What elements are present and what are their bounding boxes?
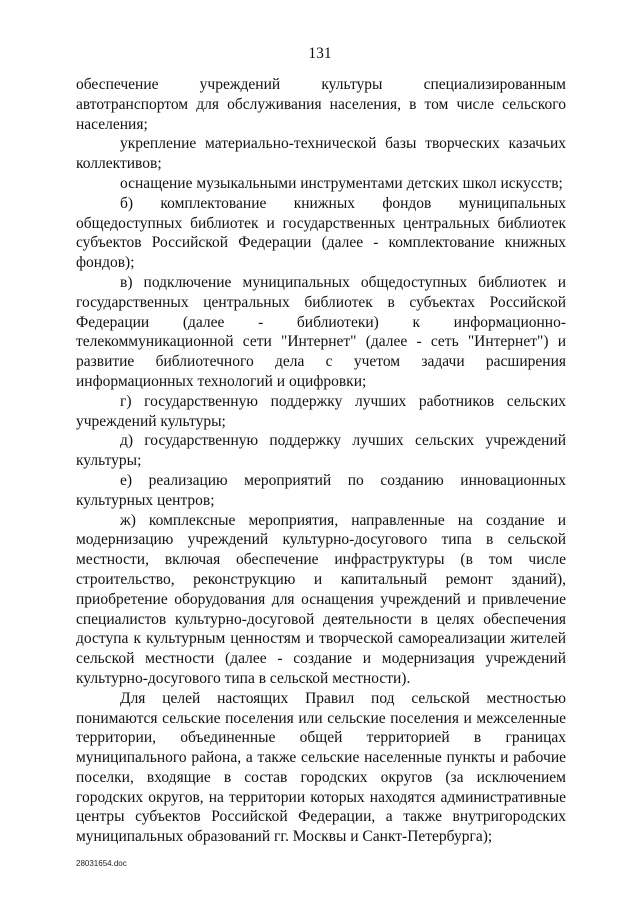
paragraph: укрепление материально-технической базы творческих казачьих коллективов; [76, 135, 566, 173]
paragraph: обеспечение учреждений культуры специализированным автотранспортом для обслуживания населения, в том числе сельского населения; [76, 76, 566, 133]
paragraph: ж) комплексные мероприятия, направленные на создание и модернизацию учреждений культурно-досугового типа в сельской местности, включая обеспечение инфраструктуры (в том числе строительство, реконструкцию и капитальный ремонт зданий), приобретение оборудования для оснащения учреждений и привлечение специалистов культурно-досуговой деятельности в целях обеспечения доступа к культурным ценностям и творческой самореализации жителей сельской местности (далее - создание и модернизация учреждений культурно-досугового типа в сельской местности). [76, 511, 566, 687]
paragraph: б) комплектование книжных фондов муниципальных общедоступных библиотек и государственных центральных библиотек субъектов Российской Федерации (далее - комплектование книжных фондов); [76, 194, 566, 272]
document-body [76, 75, 566, 847]
paragraph: г) государственную поддержку лучших работников сельских учреждений культуры; [76, 392, 566, 430]
paragraph: оснащение музыкальными инструментами детских школ искусств; [120, 174, 563, 192]
footer-document-id: 28031654.doc [76, 859, 127, 868]
paragraph: д) государственную поддержку лучших сельских учреждений культуры; [76, 432, 566, 470]
paragraph: е) реализацию мероприятий по созданию инновационных культурных центров; [76, 471, 566, 509]
paragraph: в) подключение муниципальных общедоступных библиотек и государственных центральных библиотек в субъектах Российской Федерации (далее - библиотеки) к информационно-телекоммуникационной сети "Интернет" (далее - сеть "Интернет") и развитие библиотечного дела с учетом задачи расширения информационных технологий и оцифровки; [76, 273, 566, 390]
page-number: 131 [308, 45, 332, 62]
paragraph: Для целей настоящих Правил под сельской местностью понимаются сельские поселения или сельские поселения и межселенные территории, объединенные общей территорией в границах муниципального района, а также сельские населенные пункты и рабочие поселки, входящие в состав городских округов (за исключением городских округов, на территории которых находятся административные центры субъектов Российской Федерации, а также внутригородских муниципальных образований гг. Москвы и Санкт-Петербурга); [76, 689, 566, 846]
